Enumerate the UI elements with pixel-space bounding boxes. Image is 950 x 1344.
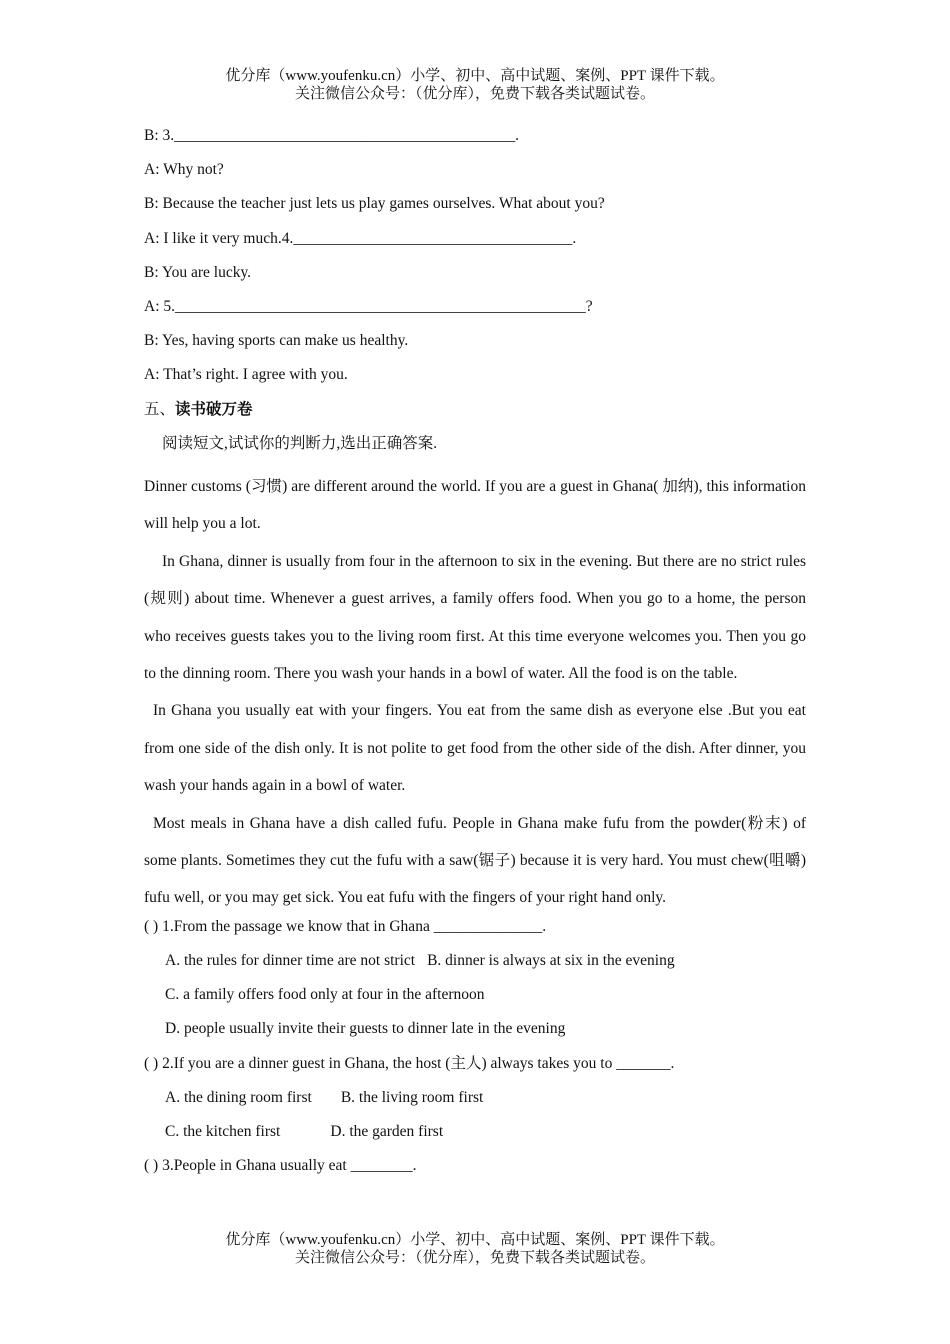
option-b: B. the living room first xyxy=(340,1088,484,1106)
option-a: A. the rules for dinner time are not strict xyxy=(165,951,416,969)
dialogue-line: A: That’s right. I agree with you. xyxy=(144,366,348,384)
footer-line-1: 优分库（www.youfenku.cn）小学、初中、高中试题、案例、PPT 课件下载。 xyxy=(225,1232,725,1248)
page-footer xyxy=(0,1231,950,1267)
section-heading xyxy=(144,400,806,434)
option-row xyxy=(144,951,806,985)
question-3 xyxy=(144,1156,806,1190)
dialogue xyxy=(144,126,806,400)
dialogue-line: A: Why not? xyxy=(144,161,224,179)
question-1 xyxy=(144,917,806,1054)
document-body xyxy=(144,126,806,1190)
question-stem: ( ) 3.People in Ghana usually eat ________. xyxy=(144,1157,417,1175)
header-line-2: 关注微信公众号：（优分库），免费下载各类试题试卷。 xyxy=(294,86,655,102)
page-header xyxy=(0,67,950,103)
header-line-1: 优分库（www.youfenku.cn）小学、初中、高中试题、案例、PPT 课件下载。 xyxy=(225,68,725,84)
section-title: 读书破万卷 xyxy=(175,400,253,418)
dialogue-line: B: 3.____________________________________________. xyxy=(144,127,520,144)
option-a: A. the dining room first xyxy=(165,1088,312,1106)
question-stem: ( ) 2.If you are a dinner guest in Ghana, the host (主人) always takes you to _______. xyxy=(144,1054,675,1072)
option-row xyxy=(144,1122,806,1156)
passage-paragraph: In Ghana, dinner is usually from four in the afternoon to six in the evening. But there are no strict rules (规则) about time. Whenever a guest arrives, a family offers food. When you go to a home, the person who receives guests takes you to the living room first. At this time everyone welcomes you. Then you go to the dinning room. There you wash your hands in a bowl of water. All the food is on the table. xyxy=(144,552,806,682)
option-b: B. dinner is always at six in the evening xyxy=(427,951,675,969)
option-d: D. the garden first xyxy=(330,1122,444,1140)
dialogue-line: A: I like it very much.4.____________________________________. xyxy=(144,229,577,247)
reading-passage xyxy=(144,468,806,917)
dialogue-line: B: Yes, having sports can make us healthy. xyxy=(144,332,409,350)
option-d: D. people usually invite their guests to dinner late in the evening xyxy=(165,1020,566,1038)
dialogue-line: A: 5._____________________________________________________? xyxy=(144,297,593,315)
dialogue-line: B: You are lucky. xyxy=(144,263,252,281)
section-instruction: 阅读短文,试试你的判断力,选出正确答案. xyxy=(162,434,438,452)
passage-paragraph: In Ghana you usually eat with your fingers. You eat from the same dish as everyone else .But you eat from one side of the dish only. It is not polite to get food from the other side of the dish. After dinner, you wash your hands again in a bowl of water. xyxy=(144,702,806,795)
footer-line-2: 关注微信公众号：（优分库），免费下载各类试题试卷。 xyxy=(294,1250,655,1266)
question-2 xyxy=(144,1054,806,1157)
question-stem: ( ) 1.From the passage we know that in Ghana ______________. xyxy=(144,917,547,935)
section-number: 五、 xyxy=(144,400,176,418)
dialogue-line: B: Because the teacher just lets us play games ourselves. What about you? xyxy=(144,195,605,213)
option-c: C. the kitchen first xyxy=(165,1122,281,1140)
option-c: C. a family offers food only at four in the afternoon xyxy=(165,986,485,1004)
passage-paragraph: Most meals in Ghana have a dish called fufu. People in Ghana make fufu from the powder(粉末) of some plants. Sometimes they cut the fufu with a saw(锯子) because it is very hard. You must chew(咀嚼) fufu well, or you may get sick. You eat fufu with the fingers of your right hand only. xyxy=(144,814,806,907)
option-row xyxy=(144,1088,806,1122)
passage-paragraph: Dinner customs (习惯) are different around the world. If you are a guest in Ghana( 加纳), this information will help you a lot. xyxy=(144,477,806,533)
